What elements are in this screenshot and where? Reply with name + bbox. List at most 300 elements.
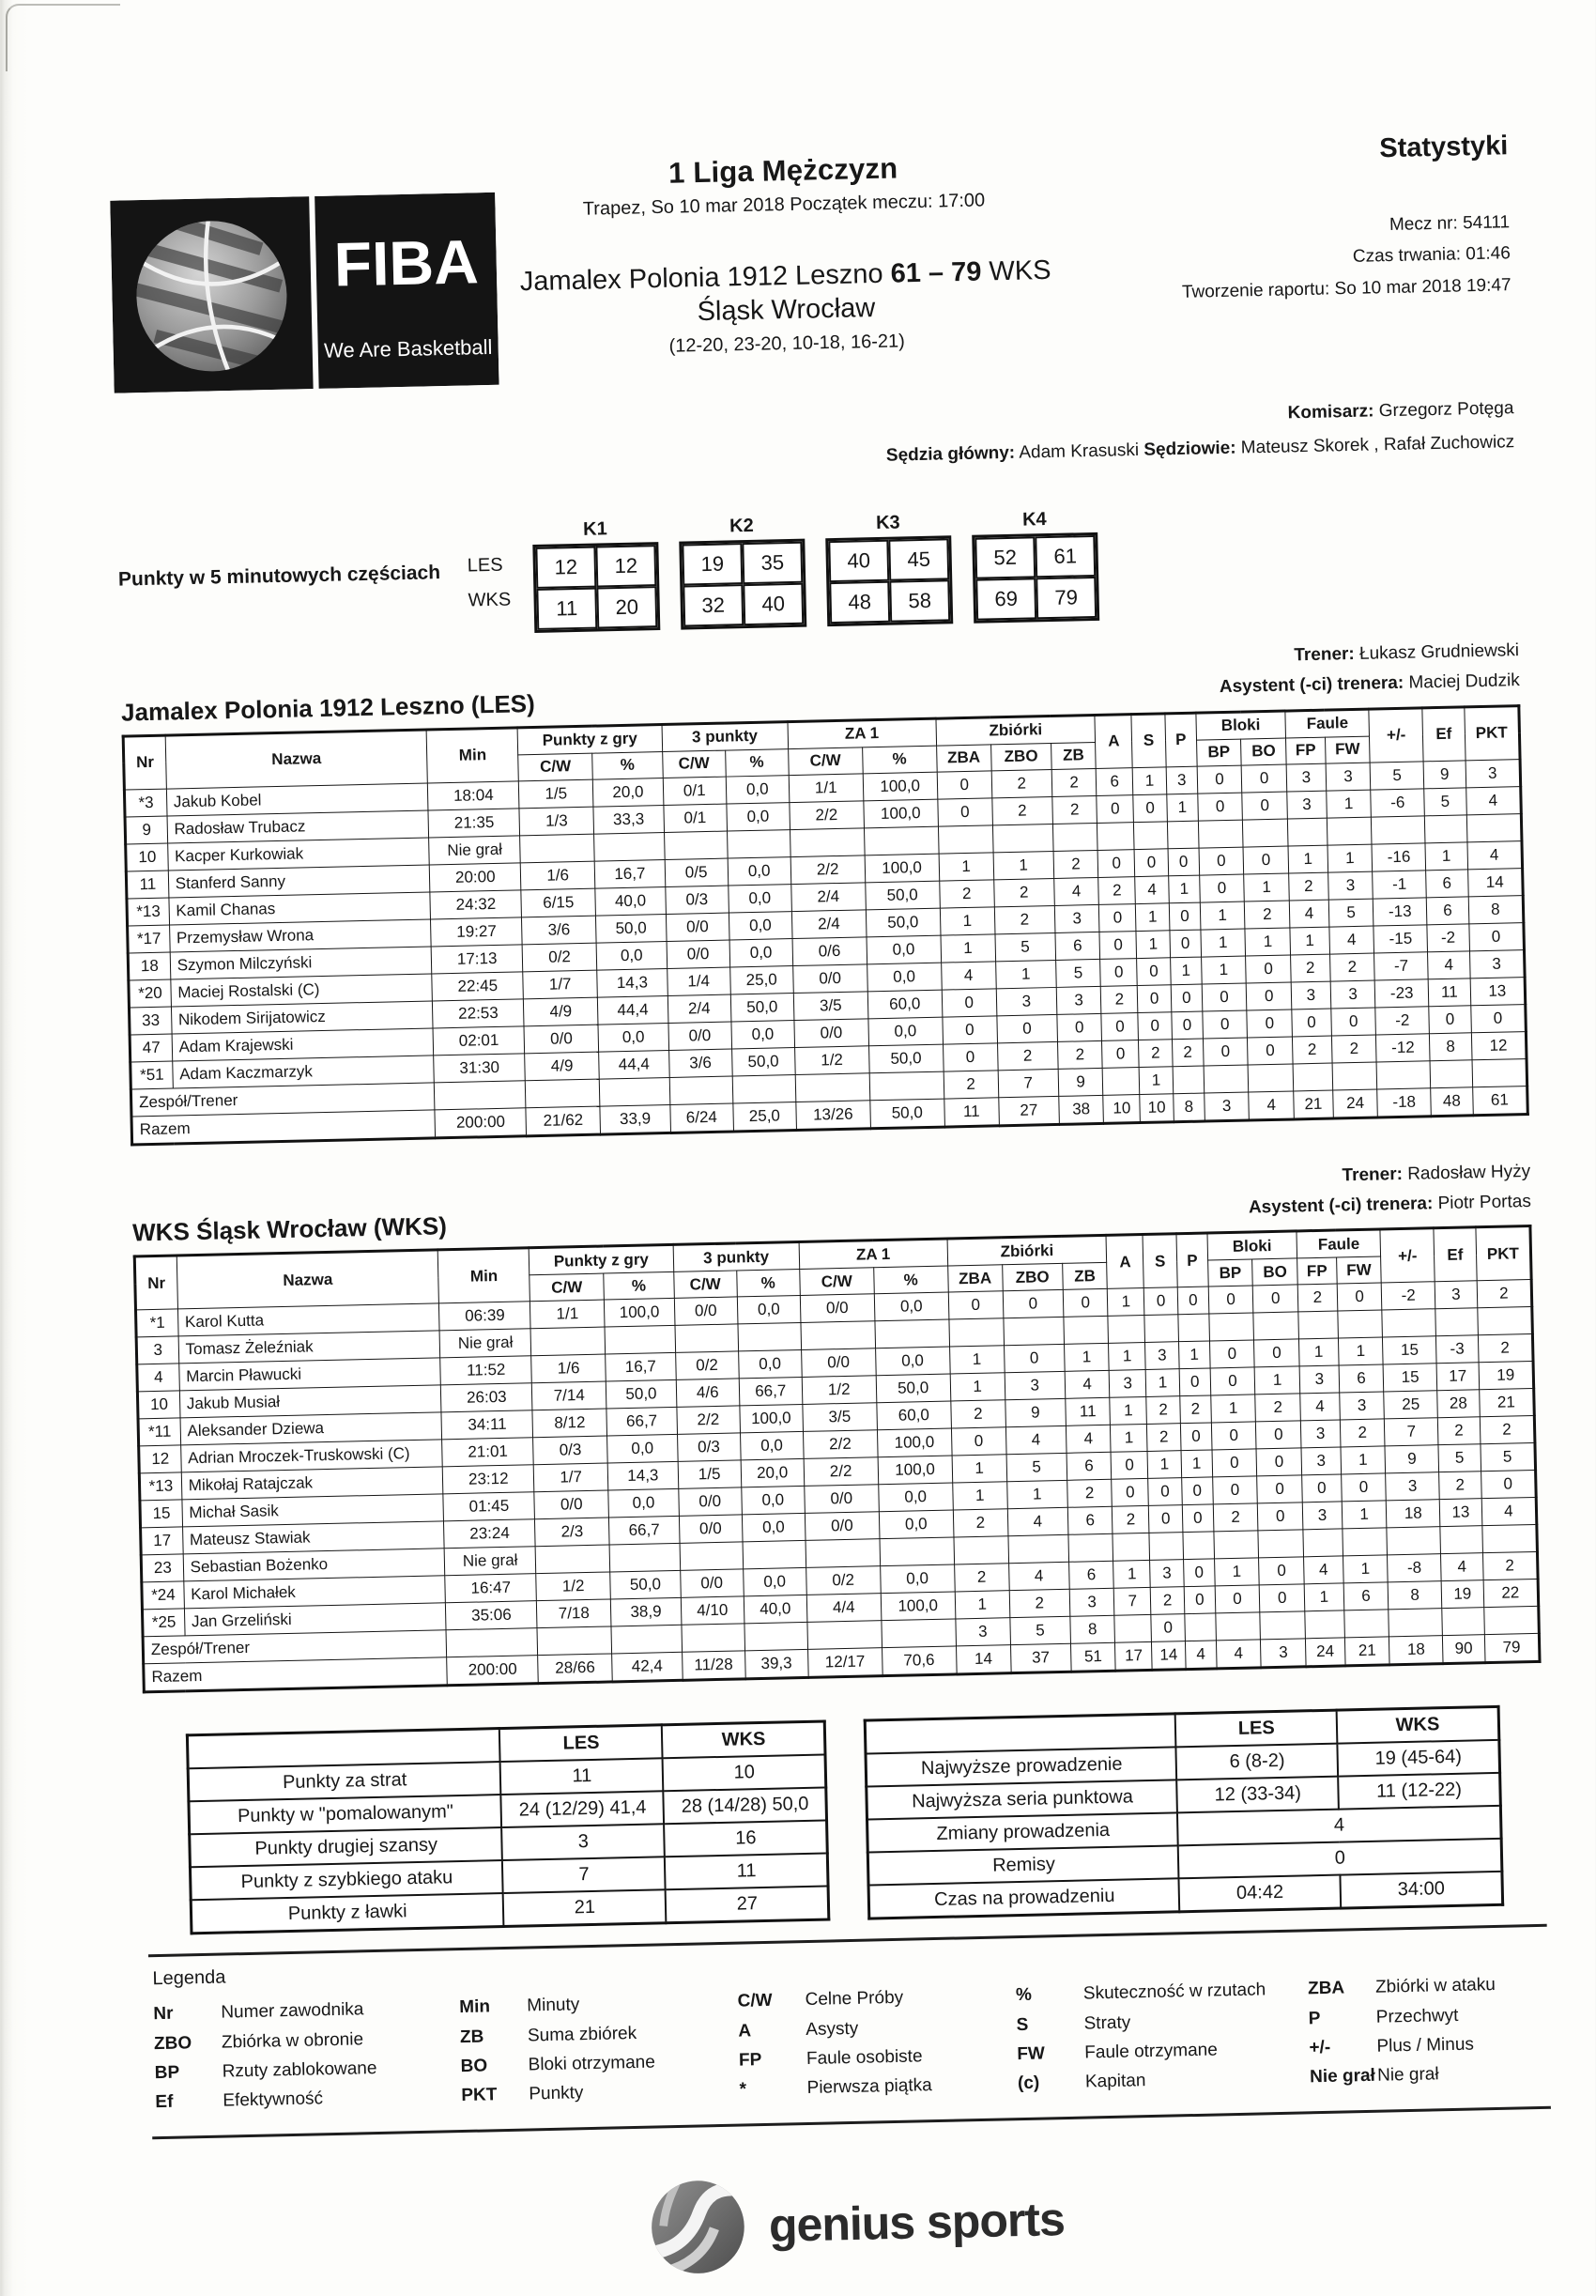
- stat-header-cell: Min: [438, 1248, 530, 1303]
- stat-cell: -12: [1376, 1034, 1430, 1062]
- quarter-block: [679, 515, 807, 630]
- stat-cell: 1: [952, 1455, 1007, 1483]
- assistant-label: Asystent (-ci) trenera:: [1248, 1194, 1434, 1218]
- quarter-score: 40: [743, 583, 804, 625]
- stat-cell: [530, 1327, 606, 1356]
- stat-cell: 0: [1248, 1037, 1293, 1065]
- stat-cell: 2: [991, 769, 1052, 797]
- stat-cell: 1: [1343, 1555, 1388, 1583]
- stat-cell: 0: [1208, 1286, 1253, 1314]
- legend-abbr: FW: [1017, 2043, 1046, 2065]
- stat-cell: 17: [1436, 1363, 1479, 1391]
- stat-cell: 0/6: [792, 937, 867, 966]
- legend-abbr: Nr: [153, 2004, 174, 2025]
- stat-cell: 2: [944, 1071, 999, 1099]
- stat-cell: 60,0: [867, 990, 943, 1019]
- stat-cell: 0/2: [522, 943, 597, 972]
- stat-cell: 0: [1168, 848, 1199, 876]
- stat-cell: 14,3: [607, 1462, 678, 1491]
- legend-abbr: ZB: [459, 2026, 484, 2047]
- stat-cell: 35:06: [446, 1601, 537, 1630]
- stat-cell: [869, 1071, 944, 1101]
- stat-cell: Nie grał: [439, 1329, 530, 1358]
- stat-cell: 2: [994, 905, 1055, 933]
- stat-cell: 0: [1149, 1505, 1183, 1533]
- stat-cell: 5: [995, 932, 1056, 961]
- stat-cell: 33,9: [600, 1104, 670, 1134]
- legend-desc: Plus / Minus: [1376, 2034, 1475, 2057]
- summary-value: 28 (14/28) 50,0: [664, 1788, 827, 1825]
- stat-cell: 2: [950, 1400, 1005, 1428]
- stat-cell: 33: [129, 1007, 171, 1035]
- stat-cell: 0: [1331, 1008, 1376, 1036]
- stat-cell: 2: [1478, 1334, 1533, 1363]
- stat-cell: 2: [1292, 1036, 1331, 1064]
- stat-cell: 9: [1005, 1399, 1067, 1427]
- legend-abbr: +/-: [1309, 2037, 1331, 2058]
- stat-cell: 6: [1055, 932, 1100, 960]
- stat-cell: 11: [1066, 1398, 1111, 1426]
- stat-cell: 0,0: [738, 1350, 802, 1379]
- stat-cell: 1: [1288, 845, 1327, 873]
- stat-cell: 2: [1051, 768, 1097, 796]
- stat-cell: 5: [1438, 1444, 1481, 1472]
- stat-cell: 0: [1100, 958, 1137, 986]
- stat-cell: -16: [1372, 843, 1425, 871]
- stat-cell: 3: [1299, 1365, 1339, 1394]
- stat-header-cell: BP: [1207, 1259, 1252, 1287]
- stat-header-cell: Bloki: [1207, 1231, 1297, 1260]
- stat-cell: 2/4: [791, 910, 867, 939]
- stat-cell: 0,0: [598, 1023, 668, 1052]
- stat-cell: 4: [1466, 786, 1521, 814]
- quarter-block: [825, 511, 954, 626]
- stat-cell: 100,0: [881, 1592, 956, 1621]
- stat-cell: 1: [1171, 957, 1202, 985]
- stat-cell: 11: [1428, 978, 1470, 1007]
- stat-cell: 3: [1386, 1472, 1439, 1501]
- stat-cell: 1: [1110, 1397, 1146, 1425]
- stat-cell: 19: [1479, 1362, 1534, 1390]
- stat-cell: 48: [1431, 1087, 1473, 1117]
- stat-cell: 0/2: [806, 1566, 881, 1595]
- stat-cell: 2: [1146, 1396, 1180, 1425]
- stat-cell: 1: [1169, 875, 1200, 903]
- stat-cell: Tomasz Żeleźniak: [178, 1331, 440, 1364]
- stat-header-cell: BO: [1241, 738, 1286, 765]
- stat-cell: 1: [1108, 1288, 1144, 1317]
- stat-cell: Marcin Pławucki: [178, 1358, 440, 1391]
- stat-cell: 0: [1177, 1287, 1208, 1315]
- stat-header-cell: P: [1165, 713, 1197, 767]
- stat-cell: 0: [1246, 955, 1291, 983]
- stat-cell: 0,0: [874, 1292, 949, 1321]
- stat-cell: 1/3: [519, 807, 594, 836]
- stat-cell: 0: [1215, 1585, 1260, 1613]
- stat-table-wks: [133, 1225, 1542, 1693]
- stat-cell: 15: [140, 1500, 182, 1528]
- stat-cell: 16,7: [606, 1353, 676, 1382]
- legend-item: [155, 2081, 462, 2117]
- stat-cell: 1/1: [789, 774, 864, 803]
- stat-cell: 4: [1329, 926, 1374, 954]
- stat-cell: 1: [1145, 1369, 1179, 1397]
- stat-cell: 200:00: [435, 1108, 526, 1138]
- stat-cell: Adrian Mroczek-Truskowski (C): [180, 1440, 442, 1472]
- quarter-block: [532, 517, 661, 633]
- stat-header-cell: A: [1106, 1235, 1143, 1289]
- stat-cell: 0/0: [534, 1490, 609, 1519]
- summary-section: [144, 1704, 1546, 1935]
- summary-value: 34:00: [1341, 1872, 1503, 1908]
- stat-cell: 0,0: [868, 1017, 944, 1046]
- stat-cell: 1: [1201, 956, 1246, 984]
- legend-abbr: PKT: [461, 2085, 498, 2106]
- quarter-grid: [532, 542, 660, 633]
- stat-cell: 5: [1424, 788, 1466, 816]
- stat-cell: 15: [1383, 1336, 1436, 1364]
- stat-header-cell: %: [592, 751, 663, 779]
- stat-header-cell: Zbiórki: [947, 1236, 1107, 1267]
- stat-cell: 0: [1137, 985, 1171, 1013]
- stat-cell: [609, 1544, 680, 1573]
- stat-cell: 0,0: [726, 775, 790, 803]
- stat-cell: [1204, 1065, 1249, 1093]
- stat-cell: 37: [1010, 1644, 1071, 1673]
- assistant-name: Maciej Dudzik: [1403, 670, 1520, 694]
- stat-cell: 1: [1201, 929, 1246, 957]
- stat-cell: [1478, 1307, 1533, 1335]
- stat-header-cell: ZBA: [936, 745, 991, 772]
- stat-cell: 1: [939, 853, 994, 881]
- stat-cell: 3: [1056, 986, 1101, 1014]
- stat-cell: 0: [1302, 1474, 1342, 1502]
- stat-cell: 2: [1291, 954, 1330, 982]
- legend-desc: Faule osobiste: [806, 2046, 923, 2070]
- stat-cell: [537, 1626, 612, 1656]
- stat-cell: 0,0: [728, 884, 791, 912]
- stat-cell: 2: [1009, 1590, 1070, 1618]
- stat-cell: 50,0: [876, 1374, 951, 1403]
- stat-cell: 42,4: [612, 1653, 683, 1683]
- stat-cell: 8: [1174, 1093, 1205, 1122]
- away-team-name: WKS Śląsk Wrocław: [697, 254, 1051, 328]
- stat-cell: 22: [1483, 1579, 1539, 1608]
- stat-cell: 16:47: [445, 1574, 536, 1603]
- stat-cell: 21: [1294, 1090, 1333, 1119]
- legend-item: [1018, 2063, 1311, 2099]
- stat-cell: *13: [139, 1472, 181, 1501]
- stat-cell: 0: [997, 1014, 1058, 1042]
- summary-label: Punkty z ławki: [191, 1893, 504, 1934]
- legend-abbr: A: [738, 2021, 752, 2042]
- legend-desc: Kapitan: [1084, 2071, 1146, 2092]
- stat-cell: 2: [1477, 1280, 1532, 1308]
- stat-header-cell: ZBA: [947, 1265, 1003, 1292]
- stat-header-cell: C/W: [788, 747, 863, 776]
- stat-cell: 0: [1099, 931, 1136, 959]
- stat-cell: 1: [940, 907, 995, 935]
- stat-cell: Kacper Kurkowiak: [167, 838, 429, 871]
- stat-cell: 0: [1184, 1586, 1215, 1614]
- legend-item: [461, 2075, 740, 2111]
- stat-cell: [435, 1081, 526, 1110]
- fiba-logo-graphic: [110, 193, 499, 393]
- stat-cell: 0: [1004, 1345, 1065, 1373]
- stat-cell: 100,0: [878, 1456, 953, 1485]
- stat-cell: 7/18: [537, 1599, 612, 1628]
- stat-cell: 0: [1197, 765, 1242, 794]
- stat-cell: 60,0: [877, 1401, 952, 1430]
- stat-cell: 2/2: [790, 855, 866, 885]
- team-section-les: [120, 636, 1529, 1146]
- stat-cell: 4: [1053, 877, 1098, 905]
- stat-cell: 0: [1063, 1289, 1108, 1318]
- stat-cell: 1/2: [802, 1376, 877, 1405]
- stat-cell: 0,0: [607, 1435, 678, 1464]
- league-title: 1 Liga Mężczyzn: [668, 151, 898, 190]
- stat-cell: [801, 1321, 876, 1350]
- stat-cell: 0/0: [801, 1348, 876, 1378]
- stat-cell: 0: [1260, 1584, 1305, 1612]
- stat-cell: 24:32: [430, 890, 521, 919]
- stat-cell: [535, 1545, 610, 1574]
- stat-cell: 23:12: [443, 1465, 534, 1494]
- genius-sports-wordmark: genius sports: [768, 2192, 1066, 2252]
- stat-cell: 2: [1329, 953, 1374, 981]
- match-line: [501, 253, 1070, 333]
- stat-cell: 4: [1300, 1393, 1340, 1421]
- stat-cell: 0: [1184, 1559, 1215, 1587]
- stat-header-cell: PKT: [1465, 705, 1520, 760]
- quarter-score: 19: [682, 543, 743, 585]
- stat-cell: 0: [1171, 984, 1202, 1012]
- stat-cell: 2/4: [790, 883, 866, 912]
- coach-name: Łukasz Grudniewski: [1354, 640, 1520, 665]
- stat-cell: 0: [1259, 1557, 1304, 1585]
- stat-header-cell: FW: [1325, 736, 1370, 763]
- stat-cell: 4/9: [524, 997, 599, 1026]
- stat-cell: 2/3: [535, 1518, 610, 1547]
- stat-cell: 22:45: [432, 972, 523, 1001]
- stat-cell: 24: [1332, 1089, 1377, 1118]
- stat-cell: 0: [1137, 958, 1171, 986]
- stat-cell: 14: [1467, 868, 1523, 896]
- stat-cell: 2: [1480, 1416, 1535, 1444]
- legend-abbr: C/W: [737, 1991, 773, 2011]
- stat-cell: 0/0: [674, 1297, 738, 1325]
- stat-header-cell: ZA 1: [788, 718, 937, 748]
- footer: [153, 2153, 1554, 2292]
- stat-cell: Jakub Musiał: [179, 1385, 441, 1418]
- stat-cell: 0: [1151, 1614, 1185, 1642]
- stat-cell: 3: [996, 987, 1057, 1015]
- stat-cell: 0/0: [792, 964, 867, 994]
- stat-cell: 1: [1139, 1067, 1173, 1095]
- stat-cell: 100,0: [864, 799, 939, 828]
- page-title: Statystyki: [1378, 131, 1509, 164]
- stat-cell: [1004, 1318, 1065, 1346]
- stat-cell: 19:27: [431, 917, 522, 947]
- stat-cell: 0/1: [663, 777, 727, 805]
- stat-cell: 0: [937, 771, 992, 799]
- summary-value: 4: [1177, 1806, 1501, 1845]
- summary-header-cell: WKS: [662, 1721, 825, 1758]
- stat-cell: 0: [1429, 1006, 1471, 1034]
- stat-cell: 3/6: [522, 916, 597, 945]
- stat-header-cell: Nr: [134, 1256, 177, 1310]
- stat-cell: 6/15: [521, 888, 596, 917]
- quarter-label: K2: [729, 516, 754, 537]
- stat-cell: 18: [1389, 1636, 1443, 1665]
- stat-cell: 0/0: [680, 1569, 744, 1597]
- stat-header-cell: %: [862, 746, 937, 774]
- summary-header-cell: LES: [1175, 1710, 1337, 1747]
- stat-cell: 02:01: [433, 1026, 524, 1056]
- stat-cell: 4/4: [806, 1594, 882, 1623]
- stat-cell: 0: [1179, 1368, 1210, 1396]
- stat-cell: 0: [1182, 1477, 1213, 1505]
- stat-cell: 38: [1059, 1095, 1104, 1124]
- stat-cell: [1068, 1534, 1113, 1563]
- stat-cell: [599, 1077, 669, 1106]
- fiba-tagline: We Are Basketball: [323, 334, 493, 362]
- stat-cell: 6: [1339, 1364, 1384, 1393]
- stat-header-cell: Punkty z gry: [517, 724, 662, 754]
- quarter-score: 52: [974, 537, 1036, 579]
- stat-cell: 0: [1202, 983, 1247, 1011]
- stat-header-cell: BO: [1252, 1258, 1297, 1286]
- stat-cell: 2: [1437, 1417, 1480, 1445]
- stat-cell: -15: [1373, 925, 1427, 953]
- stat-cell: [1440, 1526, 1482, 1554]
- stat-cell: 1: [950, 1373, 1005, 1401]
- stat-cell: 8: [1468, 895, 1524, 923]
- stat-cell: 0,0: [728, 856, 791, 885]
- coach-label: Trener:: [1294, 644, 1356, 666]
- stat-cell: 50,0: [610, 1571, 681, 1600]
- stat-cell: [1008, 1535, 1069, 1564]
- summary-value: 04:42: [1179, 1875, 1341, 1912]
- stat-cell: 1: [1244, 873, 1289, 901]
- summary-value: 7: [502, 1857, 666, 1894]
- stat-cell: 1: [1136, 931, 1170, 959]
- quarter-score: 12: [535, 547, 596, 589]
- stat-cell: [1114, 1615, 1151, 1643]
- stat-header-cell: BP: [1196, 739, 1241, 766]
- stat-cell: [1183, 1532, 1214, 1560]
- stat-cell: 3: [1069, 1589, 1114, 1617]
- stat-cell: 1: [1342, 1501, 1387, 1529]
- stat-header-cell: %: [725, 748, 789, 776]
- stat-cell: [1387, 1527, 1440, 1555]
- stat-header-cell: ZB: [1051, 742, 1096, 769]
- stat-cell: 4: [1066, 1425, 1111, 1454]
- stat-cell: 50,0: [868, 1044, 944, 1073]
- stat-cell: 2/2: [803, 1430, 878, 1459]
- genius-sphere-icon: [642, 2171, 754, 2283]
- stat-cell: 27: [999, 1096, 1060, 1125]
- stat-header-cell: C/W: [529, 1273, 605, 1302]
- stat-cell: [1198, 820, 1243, 848]
- stat-header-cell: 3 punkty: [673, 1242, 800, 1272]
- stat-cell: 2: [993, 878, 1054, 906]
- stat-cell: 1: [1210, 1395, 1255, 1423]
- stat-cell: Szymon Milczyński: [170, 947, 432, 979]
- stat-cell: 0: [1134, 849, 1168, 877]
- legend-desc: Bloki otrzymane: [528, 2052, 656, 2075]
- stat-cell: Zespół/Trener: [143, 1630, 447, 1664]
- stat-cell: 50,0: [731, 1047, 795, 1075]
- quarter-score: 32: [683, 584, 744, 626]
- summary-header-cell: WKS: [1337, 1707, 1499, 1744]
- stat-cell: 0: [943, 1043, 998, 1071]
- summary-value: 21: [503, 1890, 667, 1927]
- stat-cell: 18: [128, 952, 170, 980]
- stat-cell: 01:45: [443, 1492, 534, 1521]
- summary-value: 0: [1178, 1839, 1502, 1878]
- legend-title: Legenda: [152, 1966, 226, 1990]
- stat-cell: 1: [1178, 1341, 1209, 1369]
- legend-abbr: ZBO: [153, 2033, 192, 2054]
- coach-block-wks: [1248, 1157, 1531, 1224]
- stat-cell: 1: [949, 1346, 1005, 1374]
- legend-abbr: Nie grał: [1309, 2066, 1376, 2088]
- stat-cell: 21/62: [526, 1106, 601, 1136]
- stat-cell: 0: [1143, 1287, 1177, 1316]
- stat-cell: [611, 1626, 682, 1655]
- stat-cell: [743, 1541, 806, 1569]
- stat-cell: 1: [1299, 1338, 1339, 1366]
- referees-names: Mateusz Skorek , Rafał Zuchowicz: [1235, 432, 1515, 458]
- stat-cell: 1: [1006, 1481, 1067, 1509]
- stat-cell: 5: [1006, 1454, 1067, 1482]
- stat-cell: 2: [1255, 1394, 1300, 1422]
- stat-cell: 100,0: [740, 1405, 804, 1433]
- stat-cell: 1: [1326, 790, 1371, 818]
- legend: [148, 1924, 1551, 2139]
- quarter-block: [972, 508, 1100, 624]
- stat-cell: 25,0: [733, 1102, 797, 1131]
- stat-header-cell: S: [1143, 1234, 1177, 1288]
- stat-cell: 0: [1258, 1502, 1303, 1531]
- stat-cell: 2/2: [677, 1406, 741, 1434]
- team-abbr-les: LES: [467, 554, 503, 577]
- stat-header-cell: C/W: [662, 750, 726, 778]
- stat-cell: 4: [1065, 1371, 1110, 1399]
- stat-cell: 9: [1058, 1068, 1103, 1096]
- stat-cell: 0: [951, 1427, 1006, 1456]
- stat-cell: [1103, 1067, 1140, 1095]
- summary-label: Punkty za strat: [188, 1762, 501, 1801]
- stat-cell: 2/4: [668, 994, 731, 1023]
- assistant-line: [1249, 1187, 1532, 1224]
- stat-cell: 0: [1337, 1283, 1382, 1311]
- stat-header-cell: Faule: [1285, 709, 1370, 738]
- stat-header-cell: ZB: [1062, 1263, 1107, 1290]
- summary-value: 6 (8-2): [1176, 1744, 1338, 1780]
- summary-value: 3: [502, 1825, 666, 1861]
- stat-cell: *20: [129, 979, 171, 1008]
- stat-cell: *51: [130, 1061, 173, 1089]
- stat-cell: 0/3: [665, 886, 729, 914]
- quarter-score: 35: [742, 542, 803, 584]
- stat-cell: 44,4: [597, 995, 668, 1025]
- stat-cell: 18:04: [428, 781, 519, 810]
- stat-cell: 40,0: [744, 1595, 807, 1624]
- stat-cell: 9: [125, 816, 167, 844]
- legend-item: [739, 2070, 1018, 2105]
